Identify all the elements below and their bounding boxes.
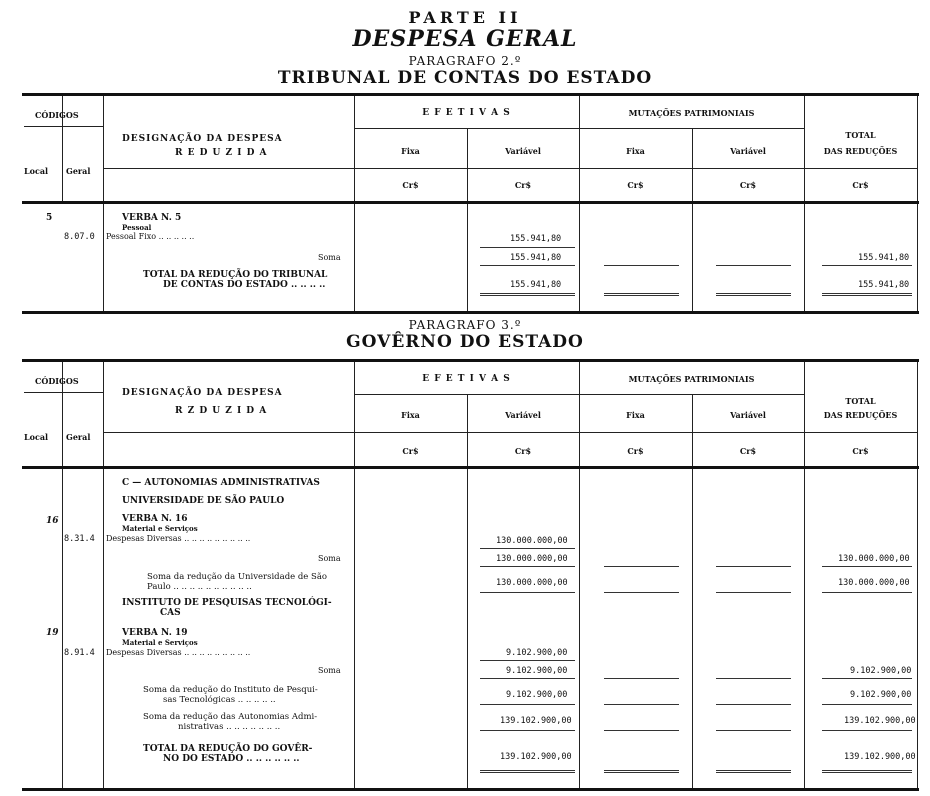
reduction-label: Soma da redução da Universidade de São — [147, 572, 328, 582]
soma-label: Soma — [318, 253, 341, 262]
verba-sub: Material e Serviços — [122, 524, 198, 533]
codigos-header: CÓDIGOS — [35, 110, 79, 120]
paragraph-heading-1: PARAGRAFO 2.º — [408, 54, 522, 68]
verba-label: VERBA N. 16 — [122, 514, 188, 524]
autonomias-label-2: nistrativas .. .. .. .. .. .. .. — [178, 722, 281, 732]
currency-label: Cr$ — [852, 446, 869, 456]
codigos-header: CÓDIGOS — [35, 376, 79, 386]
soma-value: 9.102.900,00 — [506, 666, 568, 676]
grand-total-total: 139.102.900,00 — [844, 752, 916, 762]
grand-total-label-2: NO DO ESTADO .. .. .. .. .. .. — [163, 754, 300, 764]
variavel-mut-header: Variável — [730, 146, 766, 156]
grand-total-value: 139.102.900,00 — [500, 752, 572, 762]
efetivas-header: E F E T I V A S — [422, 108, 511, 118]
verba-sub: Pessoal — [122, 223, 152, 232]
paragraph-heading-2: PARAGRAFO 3.º — [408, 318, 522, 332]
verba-label: VERBA N. 19 — [122, 628, 188, 638]
reduzida-header: R Z D U Z I D A — [175, 406, 268, 416]
item-value: 9.102.900,00 — [506, 648, 568, 658]
currency-label: Cr$ — [739, 446, 757, 456]
local-code: 5 — [46, 213, 53, 223]
fixa-header: Fixa — [401, 410, 420, 420]
organ-heading-2: GOVÊRNO DO ESTADO — [346, 332, 584, 352]
mutacoes-header: MUTAÇÕES PATRIMONIAIS — [628, 108, 755, 118]
reduzida-header: R E D U Z I D A — [175, 148, 268, 158]
total-label-2: DE CONTAS DO ESTADO .. .. .. .. — [163, 280, 326, 290]
soma-total: 9.102.900,00 — [850, 666, 912, 676]
reduction-total: 9.102.900,00 — [850, 690, 912, 700]
reduction-value: 9.102.900,00 — [506, 690, 568, 700]
geral-code: 8.31.4 — [64, 534, 95, 544]
reduction-label-2: sas Tecnológicas .. .. .. .. .. — [163, 695, 276, 705]
soma-label: Soma — [318, 554, 341, 563]
currency-label: Cr$ — [852, 180, 869, 190]
university-label: UNIVERSIDADE DE SÃO PAULO — [122, 496, 285, 506]
variavel-header: Variável — [505, 146, 541, 156]
currency-label: Cr$ — [514, 180, 532, 190]
total-total: 155.941,80 — [858, 280, 910, 290]
fixa-mut-header: Fixa — [626, 146, 645, 156]
reduction-value: 130.000.000,00 — [496, 578, 568, 588]
total-reducoes-header: DAS REDUÇÕES — [823, 410, 898, 420]
document-title: DESPESA GERAL — [352, 26, 578, 52]
institute-label-2: CAS — [160, 608, 181, 618]
local-header: Local — [24, 166, 49, 176]
soma-total: 155.941,80 — [858, 253, 910, 263]
variavel-mut-header: Variável — [730, 410, 766, 420]
currency-label: Cr$ — [402, 446, 419, 456]
institute-label: INSTITUTO DE PESQUISAS TECNOLÓGI- — [122, 598, 332, 608]
variavel-header: Variável — [505, 410, 541, 420]
part-heading: PARTE II — [408, 8, 522, 27]
designacao-header: DESIGNAÇÃO DA DESPESA — [122, 134, 283, 144]
total-label: TOTAL DA REDUÇÃO DO TRIBUNAL — [143, 270, 328, 280]
currency-label: Cr$ — [514, 446, 532, 456]
soma-value: 130.000.000,00 — [496, 554, 568, 564]
autonomias-total: 139.102.900,00 — [844, 716, 916, 726]
fixa-mut-header: Fixa — [626, 410, 645, 420]
total-value: 155.941,80 — [510, 280, 562, 290]
currency-label: Cr$ — [739, 180, 757, 190]
item-value: 130.000.000,00 — [496, 536, 568, 546]
designacao-header: DESIGNAÇÃO DA DESPESA — [122, 388, 283, 398]
geral-header: Geral — [66, 432, 91, 442]
geral-code: 8.07.0 — [64, 232, 95, 242]
verba-label: VERBA N. 5 — [122, 213, 182, 223]
soma-label: Soma — [318, 666, 341, 675]
local-code: 16 — [46, 516, 59, 526]
reduction-total: 130.000.000,00 — [838, 578, 910, 588]
reduction-label: Soma da redução do Instituto de Pesqui- — [143, 685, 318, 695]
currency-label: Cr$ — [402, 180, 419, 190]
efetivas-header: E F E T I V A S — [422, 374, 511, 384]
geral-header: Geral — [66, 166, 91, 176]
mutacoes-header: MUTAÇÕES PATRIMONIAIS — [628, 374, 755, 384]
total-header: TOTAL — [845, 396, 876, 406]
group-label: C — AUTONOMIAS ADMINISTRATIVAS — [122, 478, 320, 488]
reduction-label-2: Paulo .. .. .. .. .. .. .. .. .. .. — [147, 582, 252, 592]
item-label: Despesas Diversas .. .. .. .. .. .. .. .. .. — [106, 534, 251, 543]
autonomias-label: Soma da redução das Autonomias Admi- — [143, 712, 318, 722]
fixa-header: Fixa — [401, 146, 420, 156]
currency-label: Cr$ — [627, 180, 644, 190]
currency-label: Cr$ — [627, 446, 644, 456]
total-reducoes-header: DAS REDUÇÕES — [823, 146, 898, 156]
geral-code: 8.91.4 — [64, 648, 95, 658]
item-value: 155.941,80 — [510, 234, 562, 244]
soma-total: 130.000.000,00 — [838, 554, 910, 564]
verba-sub: Material e Serviços — [122, 638, 198, 647]
soma-value: 155.941,80 — [510, 253, 562, 263]
local-code: 19 — [46, 628, 59, 638]
organ-heading-1: TRIBUNAL DE CONTAS DO ESTADO — [277, 68, 653, 88]
total-header: TOTAL — [845, 130, 876, 140]
local-header: Local — [24, 432, 49, 442]
grand-total-label: TOTAL DA REDUÇÃO DO GOVÊR- — [143, 744, 313, 754]
autonomias-value: 139.102.900,00 — [500, 716, 572, 726]
item-label: Pessoal Fixo .. .. .. .. .. — [106, 232, 195, 241]
item-label: Despesas Diversas .. .. .. .. .. .. .. .. .. — [106, 648, 251, 657]
